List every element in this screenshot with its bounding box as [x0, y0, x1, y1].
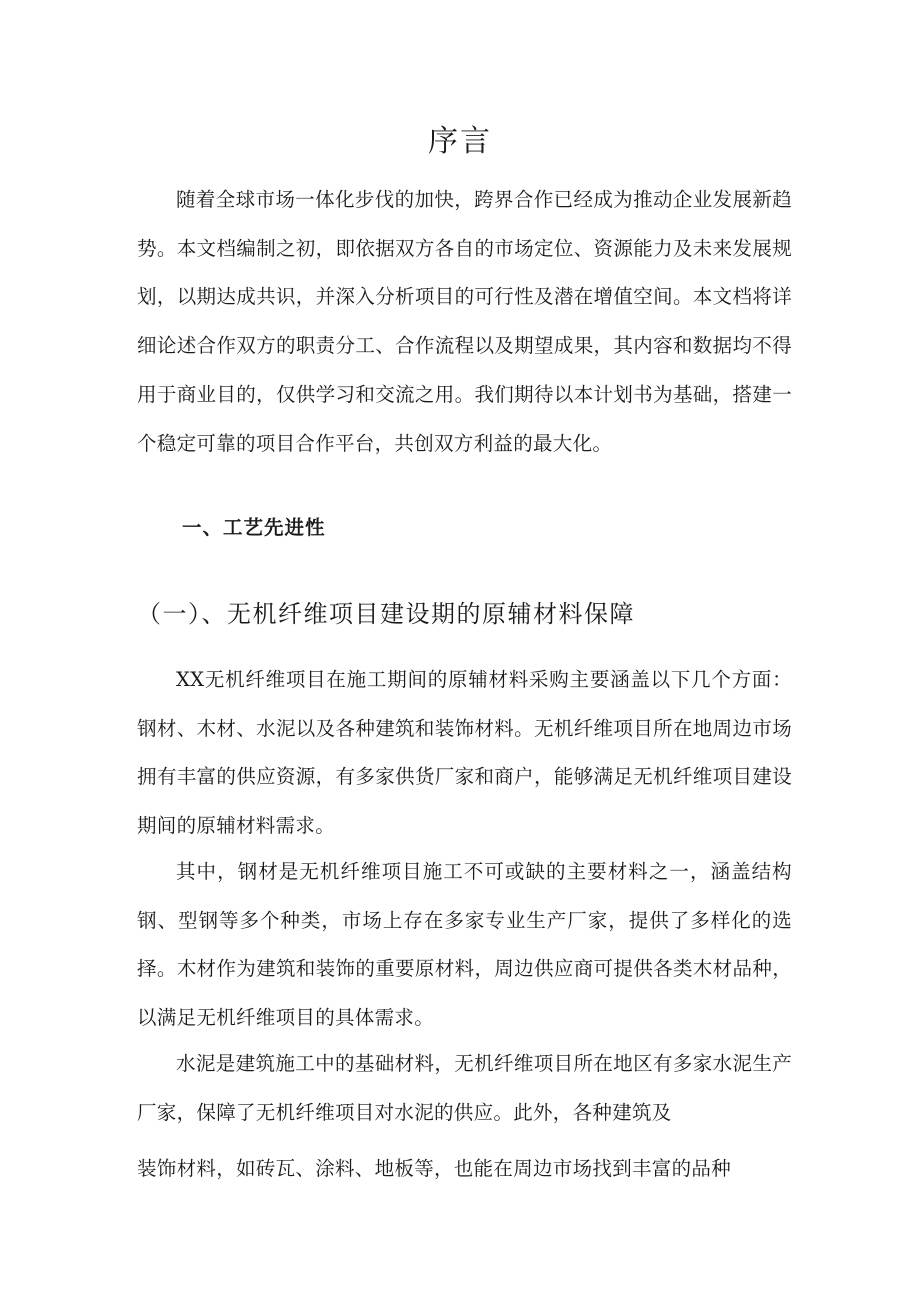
body-paragraph: 装饰材料，如砖瓦、涂料、地板等，也能在周边市场找到丰富的品种: [137, 1157, 732, 1180]
intro-paragraph: 随着全球市场一体化步伐的加快，跨界合作已经成为推动企业发展新趋势。本文档编制之初，即依据双方各自的市场定位、资源能力及未来发展规划，以期达成共识，并深入分析项目的可行性及潜在增值空间。本文档将详细论述合作双方的职责分工、合作流程以及期望成果，其内容和数据均不得用于商业目的，仅供学习和交流之用。我们期待以本计划书为基础，搭建一个稳定可靠的项目合作平台，共创双方利益的最大化。: [137, 188, 792, 455]
body-paragraph: 其中，钢材是无机纤维项目施工不可或缺的主要材料之一，涵盖结构钢、型钢等多个种类，市场上存在多家专业生产厂家，提供了多样化的选择。木材作为建筑和装饰的重要原材料，周边供应商可提供各类木材品种，以满足无机纤维项目的具体需求。: [137, 860, 792, 1030]
page-title: 序言: [428, 124, 492, 159]
body-paragraph: 水泥是建筑施工中的基础材料，无机纤维项目所在地区有多家水泥生产厂家，保障了无机纤维项目对水泥的供应。此外，各种建筑及: [137, 1052, 792, 1124]
body-paragraph: XX无机纤维项目在施工期间的原辅材料采购主要涵盖以下几个方面：钢材、木材、水泥以及各种建筑和装饰材料。无机纤维项目所在地周边市场拥有丰富的供应资源，有多家供货厂家和商户，能够满足无机纤维项目建设期间的原辅材料需求。: [137, 668, 792, 838]
subsection-heading: （一）、无机纤维项目建设期的原辅材料保障: [137, 600, 635, 628]
section-heading: 一、工艺先进性: [182, 516, 326, 539]
